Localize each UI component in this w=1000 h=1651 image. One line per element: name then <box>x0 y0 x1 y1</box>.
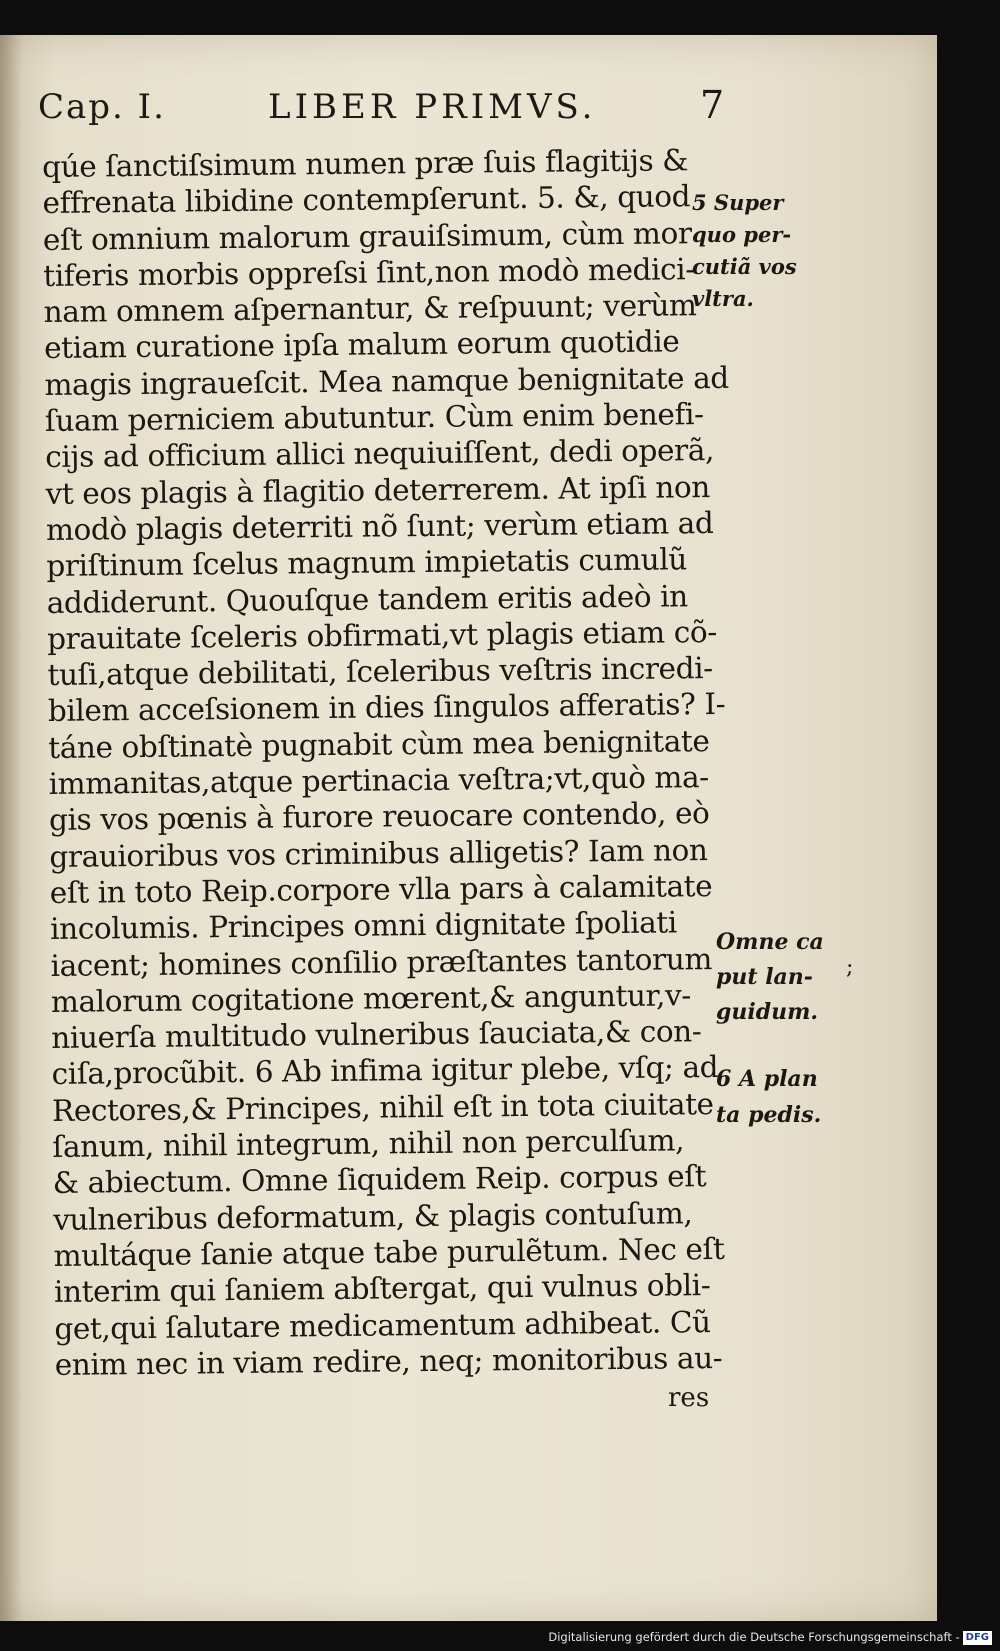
text-line: immanitas,atque pertinacia veſtra;vt,quò ma- <box>48 760 709 802</box>
text-line: eſt omnium malorum grauiſsimum, cùm mor <box>42 215 692 257</box>
text-line: prauitate ſceleris obfirmati,vt plagis etiam cõ- <box>46 614 717 656</box>
text-line: táne obſtinatè pugnabit cùm mea benignitate <box>48 723 710 765</box>
text-line: malorum cogitatione mœrent,& anguntur,v- <box>50 978 691 1019</box>
text-line: iacent; homines conſilio præſtantes tantorum <box>50 941 713 983</box>
text-line: enim nec in viam redire, neq; monitoribus au- <box>54 1340 723 1382</box>
text-line: vulneribus deformatum, & plagis contuſum, <box>53 1195 693 1237</box>
marginal-note-line: put lan- <box>716 964 813 990</box>
text-line: interim qui ſaniem abſtergat, qui vulnus obli- <box>53 1268 711 1310</box>
marginal-note-1 <box>692 187 797 315</box>
text-line: qúe ſanctiſsimum numen præ ſuis flagitijs & <box>42 143 689 184</box>
text-line: ſanum, nihil integrum, nihil non perculſum, <box>52 1123 685 1164</box>
book-page <box>0 35 937 1621</box>
marginal-note-line: 5 Super <box>692 190 784 215</box>
stray-margin-mark: ; <box>846 955 854 980</box>
header-book-title: LIBER PRIMVS. <box>268 87 597 127</box>
text-line: niuerſa multitudo vulneribus ſauciata,& con- <box>51 1014 702 1056</box>
marginal-note-line: ta pedis. <box>716 1102 822 1128</box>
page-gutter-shadow <box>0 35 22 1621</box>
header-folio-number: 7 <box>700 83 725 127</box>
header-chapter: Cap. I. <box>38 87 166 127</box>
text-line: magis ingraueſcit. Mea namque benignitate ad <box>44 360 729 402</box>
text-line: tuſi,atque debilitati, ſceleribus veſtris incredi- <box>47 651 713 693</box>
text-line: vt eos plagis à flagitio deterrerem. At ipſi non <box>45 469 711 511</box>
footer-credit-text: Digitalisierung gefördert durch die Deutsche Forschungsgemeinschaft - <box>548 1630 960 1644</box>
marginal-note-line: cutiã vos <box>692 254 797 279</box>
text-line: grauioribus vos criminibus alligetis? Iam non <box>49 832 708 874</box>
text-line: incolumis. Principes omni dignitate ſpoliati <box>49 905 678 947</box>
marginal-note-line: vltra. <box>692 286 754 311</box>
text-line: modò plagis deterriti nõ ſunt; verùm etiam ad <box>45 505 714 547</box>
text-line: Rectores,& Principes, nihil eſt in tota ciuitate <box>51 1086 714 1128</box>
text-line: etiam curatione ipſa malum eorum quotidie <box>43 324 680 366</box>
text-line: tiferis morbis oppreſsi ſint,non modò medici- <box>43 252 695 293</box>
text-line: nam omnem aſpernantur, & reſpuunt; verùm <box>43 288 697 330</box>
text-line: ſuam perniciem abutuntur. Cùm enim benefi- <box>44 397 704 439</box>
main-text-block <box>42 142 729 1383</box>
dfg-logo: DFG <box>963 1631 992 1645</box>
marginal-note-line: 6 A plan <box>716 1066 818 1092</box>
text-line: multáque ſanie atque tabe purulẽtum. Nec eſt <box>53 1231 725 1273</box>
text-line: bilem acceſsionem in dies ſingulos afferatis? I- <box>47 687 726 729</box>
text-line: gis vos pœnis à furore reuocare contendo, eò <box>48 796 710 838</box>
text-line: priſtinum ſcelus magnum impietatis cumulũ <box>46 542 688 584</box>
marginal-note-line: quo per- <box>692 222 792 247</box>
catchword: res <box>668 1383 710 1413</box>
text-line: addiderunt. Quouſque tandem eritis adeò in <box>46 578 688 620</box>
text-line: ciſa,procũbit. 6 Ab infima igitur plebe, vſq; ad <box>51 1050 719 1092</box>
text-line: cijs ad officium allici nequiuiſſent, dedi operã, <box>45 433 715 475</box>
running-header <box>38 83 738 137</box>
text-line: & abiectum. Omne ſiquidem Reip. corpus eſt <box>52 1159 707 1201</box>
marginal-note-2 <box>716 925 824 1030</box>
text-line: effrenata libidine contempſerunt. 5. &, quod <box>42 179 691 221</box>
marginal-note-line: guidum. <box>716 999 819 1025</box>
text-line: eſt in toto Reip.corpore vlla pars à calamitate <box>49 868 713 910</box>
marginal-note-line: Omne ca <box>716 929 824 955</box>
text-line: get,qui ſalutare medicamentum adhibeat. Cũ <box>54 1304 711 1346</box>
marginal-note-3 <box>716 1061 821 1133</box>
digitization-footer <box>548 1625 992 1649</box>
